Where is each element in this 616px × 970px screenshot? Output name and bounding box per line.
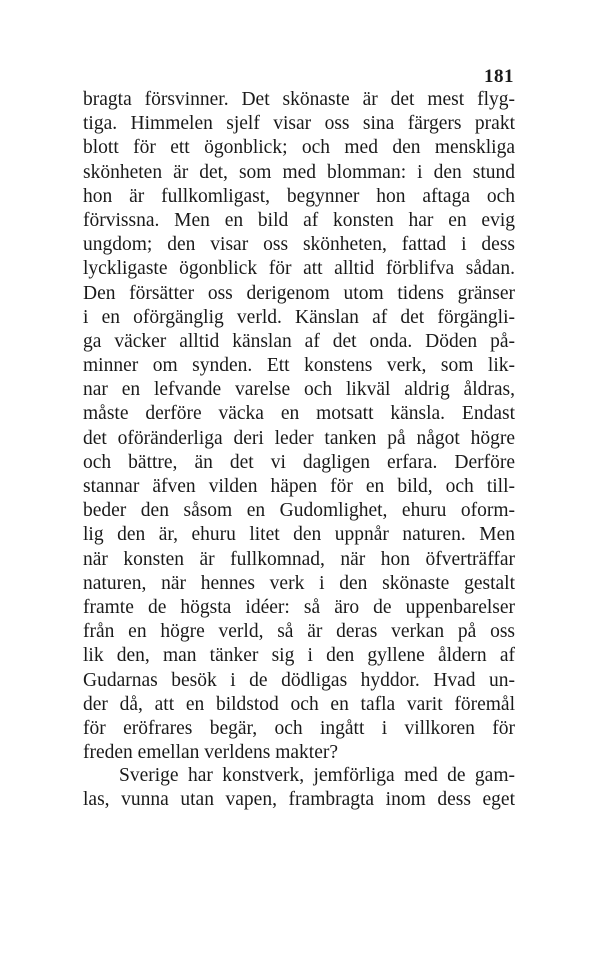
paragraph-1 [83, 88, 515, 765]
text-line: stannar äfven vilden häpen för en bild, och till- [83, 476, 515, 497]
text-line: freden emellan verldens makter? [83, 742, 338, 764]
text-line: Gudarnas besök i de dödligas hyddor. Hvad un- [83, 669, 515, 691]
text-line: i en oförgänglig verld. Känslan af det förgängli- [83, 306, 515, 328]
text-line: för eröfrares begär, och ingått i villkoren för [83, 717, 515, 739]
text-line: lik den, man tänker sig i den gyllene åldern af [83, 645, 515, 667]
text-line: nar en lefvande varelse och likväl aldrig åldras, [83, 379, 515, 401]
text-line: det oföränderliga deri leder tanken på något högre [83, 427, 515, 449]
text-line: och bättre, än det vi dagligen erfara. Derföre [83, 451, 515, 473]
text-line: måste derföre väcka en motsatt känsla. Endast [83, 403, 515, 425]
text-line: las, vunna utan vapen, frambragta inom dess eget [83, 789, 515, 811]
text-line: Sverige har konstverk, jemförliga med de gam- [119, 765, 515, 786]
text-line: blott för ett ögonblick; och med den menskliga [83, 137, 515, 159]
text-line: när konsten är fullkomnad, när hon öfverträffar [83, 548, 515, 570]
text-line: förvissna. Men en bild af konsten har en evig [83, 209, 515, 231]
page-number: 181 [484, 66, 514, 87]
text-line: lyckligaste ögonblick för att alltid förblifva sådan. [83, 258, 515, 280]
text-line: ga väcker alltid känslan af det onda. Döden på- [83, 330, 515, 352]
text-line: der då, att en bildstod och en tafla varit föremål [83, 693, 515, 715]
text-line: bragta försvinner. Det skönaste är det mest flyg- [83, 89, 515, 110]
text-line: Den försätter oss derigenom utom tidens gränser [83, 282, 515, 304]
text-line: skönheten är det, som med blomman: i den stund [83, 161, 515, 183]
text-line: naturen, när hennes verk i den skönaste gestalt [83, 572, 515, 594]
text-line: från en högre verld, så är deras verkan på oss [83, 621, 515, 643]
text-line: tiga. Himmelen sjelf visar oss sina färgers prakt [83, 113, 515, 135]
text-line: beder den såsom en Gudomlighet, ehuru oform- [83, 500, 515, 522]
paragraph-2 [83, 764, 515, 812]
text-line: framte de högsta idéer: så äro de uppenbarelser [83, 596, 515, 618]
text-line: minner om synden. Ett konstens verk, som lik- [83, 355, 515, 377]
text-line: hon är fullkomligast, begynner hon aftaga och [83, 185, 515, 207]
text-line: lig den är, ehuru litet den uppnår naturen. Men [83, 524, 515, 546]
text-line: ungdom; den visar oss skönheten, fattad i dess [83, 234, 515, 256]
